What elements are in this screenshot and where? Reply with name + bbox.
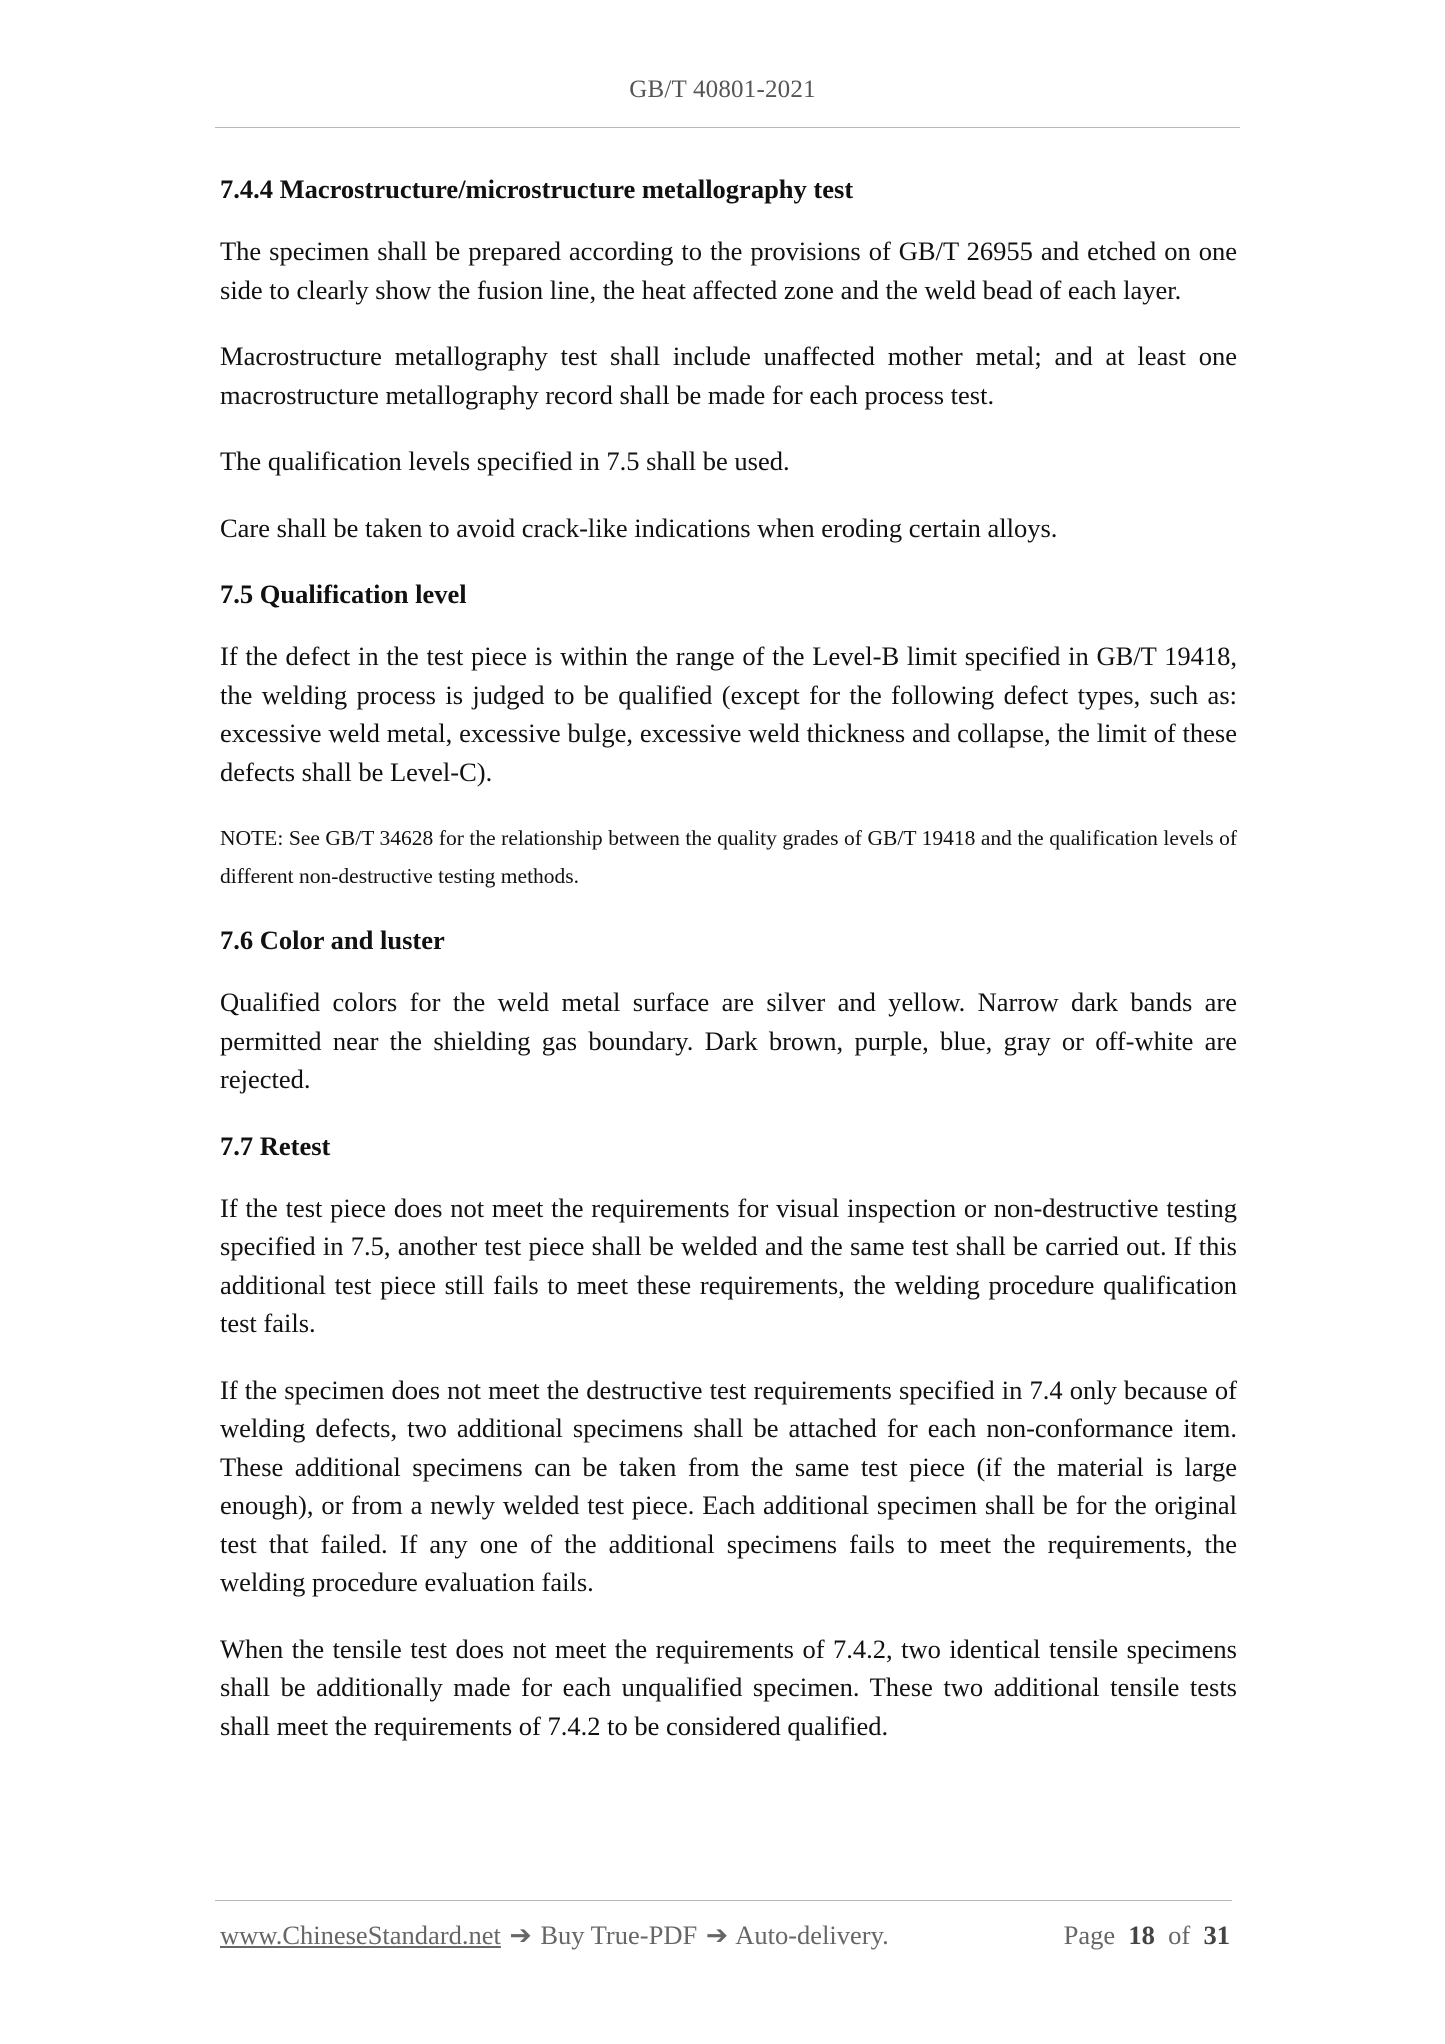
header-divider <box>215 127 1240 128</box>
section-7-7-paragraph-2: If the specimen does not meet the destructive test requirements specified in 7.4 only because of welding defects, two additional specimens shall be attached for each non-conformance item. These additional specimens can be taken from the same test piece (if the material is large enough), or from a newly welded test piece. Each additional specimen shall be for the original test that failed. If any one of the additional specimens fails to meet the requirements, the welding procedure evaluation fails. <box>220 1374 1237 1597</box>
footer-divider <box>215 1900 1232 1901</box>
section-7-5-heading: 7.5 Qualification level <box>220 579 467 609</box>
section-7-6-heading: 7.6 Color and luster <box>220 925 445 955</box>
section-7-4-4-paragraph-3: The qualification levels specified in 7.5 shall be used. <box>220 446 790 476</box>
section-7-7-paragraph-1: If the test piece does not meet the requirements for visual inspection or non-destructive testing specified in 7.5, another test piece shall be welded and the same test shall be carried out. If this additional test piece still fails to meet these requirements, the welding procedure qualification test fails. <box>220 1192 1237 1338</box>
right-arrow-icon: ➔ <box>705 1920 729 1950</box>
section-7-7-heading: 7.7 Retest <box>220 1130 331 1161</box>
website-link[interactable]: www.ChineseStandard.net <box>220 1920 501 1950</box>
section-7-4-4-paragraph-1: The specimen shall be prepared according to the provisions of GB/T 26955 and etched on one side to clearly show the fusion line, the heat affected zone and the weld bead of each layer. <box>220 236 1237 305</box>
page-indicator <box>1064 1920 1230 1951</box>
section-7-5-note: NOTE: See GB/T 34628 for the relationship between the quality grades of GB/T 19418 and the qualification levels of different non-destructive testing methods. <box>220 826 1237 888</box>
document-body <box>220 170 1237 1773</box>
section-7-7-paragraph-3: When the tensile test does not meet the requirements of 7.4.2, two identical tensile specimens shall be additionally made for each unqualified specimen. These two additional tensile tests shall meet the requirements of 7.4.2 to be considered qualified. <box>220 1633 1237 1741</box>
auto-delivery-text: Auto-delivery. <box>735 1920 889 1950</box>
of-label: of <box>1168 1920 1191 1950</box>
section-7-4-4-paragraph-4: Care shall be taken to avoid crack-like indications when eroding certain alloys. <box>220 512 1058 543</box>
right-arrow-icon: ➔ <box>509 1920 532 1950</box>
section-7-4-4-heading: 7.4.4 Macrostructure/microstructure metallography test <box>220 174 854 204</box>
section-7-5-paragraph-1: If the defect in the test piece is within the range of the Level-B limit specified in GB/T 19418, the welding process is judged to be qualified (except for the following defect types, such as: excessive weld metal, excessive bulge, excessive weld thickness and collapse, the limit of these defects shall be Level-C). <box>220 641 1237 787</box>
page-label: Page <box>1063 1920 1116 1950</box>
section-7-4-4-paragraph-2: Macrostructure metallography test shall include unaffected mother metal; and at least one macrostructure metallography record shall be made for each process test. <box>220 341 1237 410</box>
footer-promo <box>220 1920 889 1951</box>
buy-true-pdf-text: Buy True-PDF <box>540 1920 698 1950</box>
document-header-id: GB/T 40801-2021 <box>629 76 816 103</box>
section-7-6-paragraph-1: Qualified colors for the weld metal surface are silver and yellow. Narrow dark bands are permitted near the shielding gas boundary. Dark brown, purple, blue, gray or off-white are rejected. <box>220 987 1237 1094</box>
total-pages-number: 31 <box>1203 1920 1230 1950</box>
current-page-number: 18 <box>1128 1920 1155 1950</box>
